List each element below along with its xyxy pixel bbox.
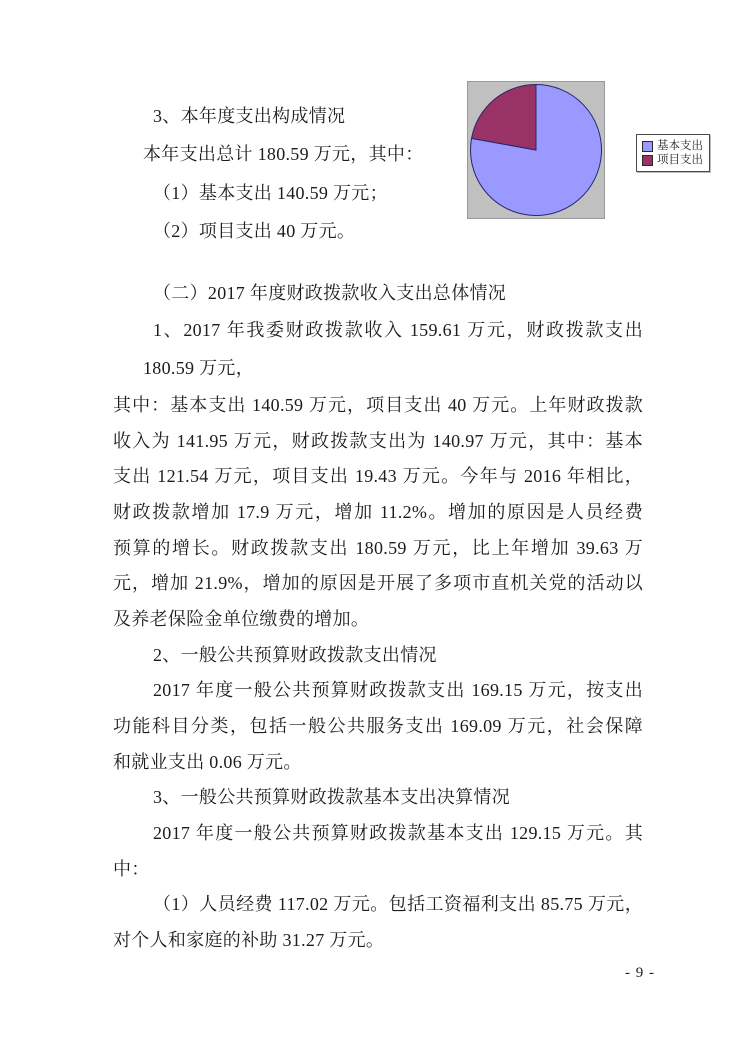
text-line: 3、本年度支出构成情况 — [153, 106, 346, 126]
legend-swatch-basic-icon — [642, 141, 653, 152]
legend-label: 基本支出 — [657, 140, 703, 152]
text-line: 中： — [113, 859, 150, 879]
chart-legend — [636, 134, 710, 172]
pie-chart — [469, 83, 603, 217]
pie-chart-plot-area — [467, 81, 605, 219]
text-line: 1、2017 年我委财政拨款收入 159.61 万元，财政拨款支出 — [153, 320, 643, 340]
section-heading: （二）2017 年度财政拨款收入支出总体情况 — [153, 283, 507, 303]
text-line: 对个人和家庭的补助 31.27 万元。 — [113, 930, 385, 950]
text-line: 收入为 141.95 万元，财政拨款支出为 140.97 万元，其中：基本 — [113, 431, 643, 451]
pie-slice-project-expenditure — [472, 85, 536, 151]
text-line: （1）基本支出 140.59 万元； — [153, 183, 388, 203]
legend-label: 项目支出 — [657, 154, 703, 166]
legend-item — [642, 153, 703, 167]
section-heading: 3、一般公共预算财政拨款基本支出决算情况 — [153, 787, 510, 807]
section-heading: 2、一般公共预算财政拨款支出情况 — [153, 645, 437, 665]
legend-item — [642, 139, 703, 153]
text-line: 180.59 万元， — [143, 358, 254, 378]
text-line: 本年支出总计 180.59 万元，其中： — [143, 144, 424, 164]
legend-swatch-project-icon — [642, 155, 653, 166]
text-line: 财政拨款增加 17.9 万元，增加 11.2%。增加的原因是人员经费 — [113, 502, 643, 522]
text-line: 元，增加 21.9%，增加的原因是开展了多项市直机关党的活动以 — [113, 573, 643, 593]
text-line: 及养老保险金单位缴费的增加。 — [113, 609, 370, 629]
text-line: （1）人员经费 117.02 万元。包括工资福利支出 85.75 万元， — [153, 894, 643, 914]
text-line: （2）项目支出 40 万元。 — [153, 221, 356, 241]
text-line: 其中：基本支出 140.59 万元，项目支出 40 万元。上年财政拨款 — [113, 395, 643, 415]
text-line: 和就业支出 0.06 万元。 — [113, 752, 302, 772]
text-line: 预算的增长。财政拨款支出 180.59 万元，比上年增加 39.63 万 — [113, 538, 643, 558]
text-line: 2017 年度一般公共预算财政拨款支出 169.15 万元，按支出 — [153, 680, 643, 700]
text-line: 功能科目分类，包括一般公共服务支出 169.09 万元，社会保障 — [113, 716, 643, 736]
page-number: - 9 - — [625, 965, 655, 981]
text-line: 支出 121.54 万元，项目支出 19.43 万元。今年与 2016 年相比， — [113, 466, 643, 486]
text-line: 2017 年度一般公共预算财政拨款基本支出 129.15 万元。其 — [153, 823, 643, 843]
